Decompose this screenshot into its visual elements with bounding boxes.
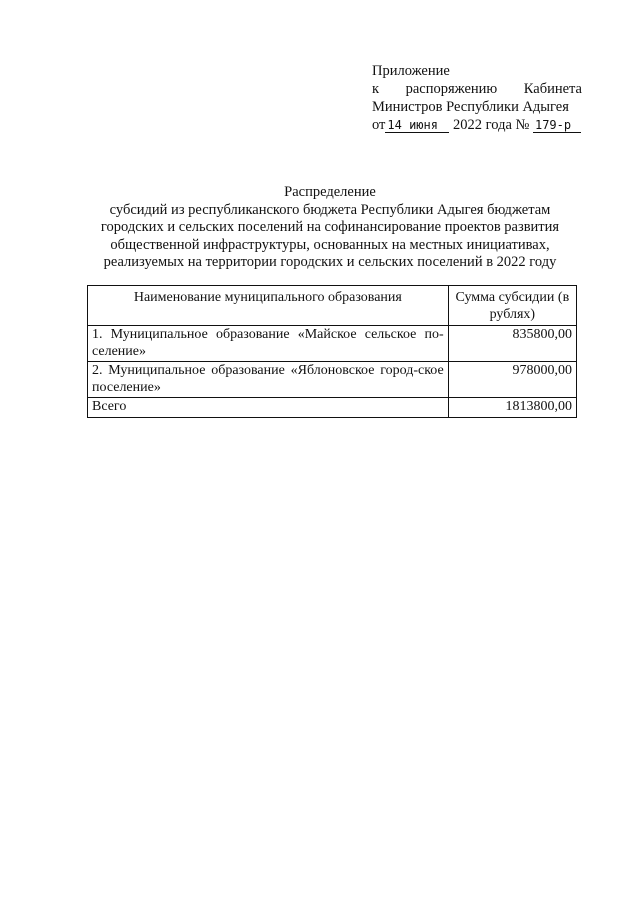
header-municipality: Наименование муниципального образования <box>88 286 449 326</box>
appendix-ot: от <box>372 117 386 133</box>
heading-line-4: реализуемых на территории городских и сельских поселений в 2022 году <box>103 254 557 270</box>
row-1-name: 1. Муниципальное образование «Майское сельское по-селение» <box>88 326 449 362</box>
heading-line-3: общественной инфраструктуры, основанных на местных инициативах, <box>110 236 550 253</box>
appendix-title: Приложение <box>372 63 450 79</box>
total-label: Всего <box>88 398 449 418</box>
handwritten-number: 179-р <box>533 118 581 133</box>
table-row <box>88 326 577 362</box>
row-2-amount: 978000,00 <box>448 362 576 398</box>
table-total-row <box>88 398 577 418</box>
table-row <box>88 362 577 398</box>
header-amount: Сумма субсидии (в рублях) <box>448 286 576 326</box>
table-header-row <box>88 286 577 326</box>
row-2-name: 2. Муниципальное образование «Яблоновское город-ское поселение» <box>88 362 449 398</box>
heading-title: Распределение <box>284 184 376 200</box>
appendix-date-line <box>372 116 582 134</box>
handwritten-date: 14 июня <box>385 118 449 133</box>
appendix-word-order: распоряжению <box>405 81 498 97</box>
subsidy-table <box>87 285 577 418</box>
total-amount: 1813800,00 <box>448 398 576 418</box>
appendix-header <box>372 62 582 134</box>
row-1-amount: 835800,00 <box>448 326 576 362</box>
appendix-ministers: Министров Республики Адыгея <box>372 99 569 115</box>
document-heading <box>80 184 580 272</box>
appendix-word-cabinet: Кабинета <box>523 81 582 97</box>
appendix-line-2 <box>372 80 582 98</box>
appendix-year-number: 2022 года № <box>453 117 530 133</box>
heading-line-2: городских и сельских поселений на софинансирование проектов развития <box>100 219 560 235</box>
heading-line-1: субсидий из республиканского бюджета Республики Адыгея бюджетам <box>109 201 551 218</box>
appendix-word-k: к <box>372 81 380 97</box>
